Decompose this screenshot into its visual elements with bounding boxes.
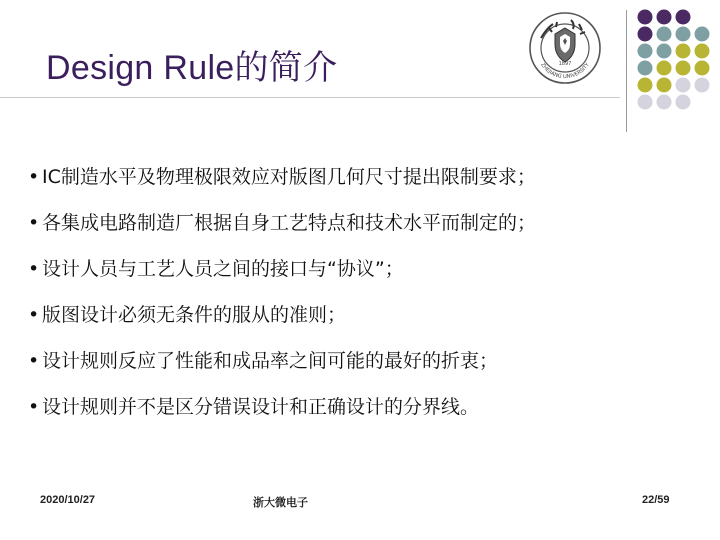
bullet-marker: •	[28, 212, 40, 234]
bullet-item	[28, 390, 708, 436]
footer-date: 2020/10/27	[40, 494, 96, 506]
bullet-text: IC制造水平及物理极限效应对版图几何尺寸提出限制要求；	[42, 166, 536, 188]
bullet-item	[28, 298, 708, 344]
vertical-divider	[626, 10, 627, 132]
decorative-dot	[657, 10, 672, 25]
university-emblem-icon	[527, 10, 603, 86]
decorative-dot	[695, 61, 710, 76]
footer-page-number: 22/59	[642, 494, 670, 506]
decorative-dot	[638, 95, 653, 110]
bullet-marker: •	[28, 396, 40, 418]
decorative-dot	[676, 78, 691, 93]
bullet-text: 版图设计必须无条件的服从的准则；	[42, 304, 347, 326]
decorative-dot	[638, 44, 653, 59]
bullet-marker: •	[28, 350, 40, 372]
title-divider	[0, 97, 620, 98]
bullet-marker: •	[28, 304, 40, 326]
decorative-dot-grid	[636, 8, 716, 110]
decorative-dot	[676, 61, 691, 76]
decorative-dot	[695, 27, 710, 42]
decorative-dot	[676, 10, 691, 25]
decorative-dot	[657, 78, 672, 93]
decorative-dot	[676, 44, 691, 59]
decorative-dot	[676, 27, 691, 42]
bullet-item	[28, 206, 708, 252]
decorative-dot	[638, 78, 653, 93]
decorative-dot	[638, 61, 653, 76]
decorative-dot	[638, 10, 653, 25]
bullet-marker: •	[28, 258, 40, 280]
decorative-dot	[657, 61, 672, 76]
slide-title: Design Rule的简介	[46, 49, 338, 87]
bullet-list	[28, 160, 708, 436]
decorative-dot	[676, 95, 691, 110]
decorative-dot	[657, 27, 672, 42]
bullet-marker: •	[28, 166, 40, 188]
emblem-year: 1897	[558, 61, 572, 67]
bullet-item	[28, 160, 708, 206]
decorative-dot	[695, 44, 710, 59]
bullet-text: 设计人员与工艺人员之间的接口与“协议”；	[42, 258, 404, 280]
decorative-dot	[657, 44, 672, 59]
bullet-text: 设计规则反应了性能和成品率之间可能的最好的折衷；	[42, 350, 499, 372]
decorative-dot	[695, 78, 710, 93]
bullet-item	[28, 252, 708, 298]
decorative-dot	[657, 95, 672, 110]
bullet-text: 各集成电路制造厂根据自身工艺特点和技术水平而制定的；	[42, 212, 537, 234]
bullet-item	[28, 344, 708, 390]
emblem-english-text: ZHEJIANG UNIVERSITY	[539, 62, 591, 81]
decorative-dot	[638, 27, 653, 42]
footer-organization: 浙大微电子	[253, 497, 308, 509]
bullet-text: 设计规则并不是区分错误设计和正确设计的分界线。	[42, 396, 480, 418]
